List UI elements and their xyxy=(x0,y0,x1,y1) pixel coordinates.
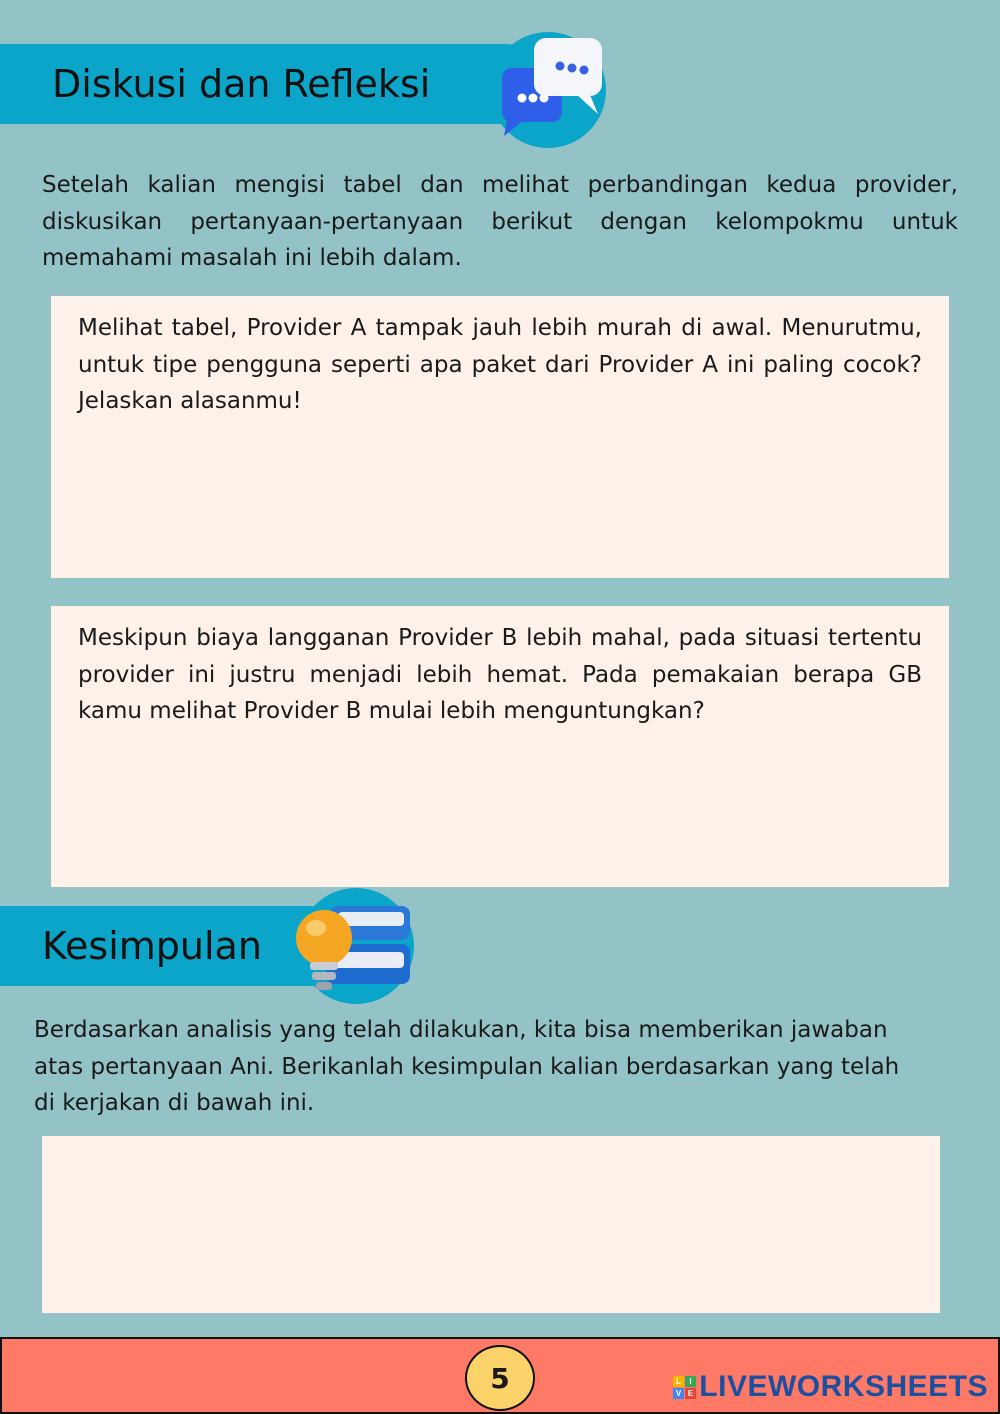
liveworksheets-logo-icon: L I V E xyxy=(673,1376,696,1399)
question-1-text: Melihat tabel, Provider A tampak jauh lebih murah di awal. Menurutmu, untuk tipe pengguna seperti apa paket dari Provider A ini paling cocok? Jelaskan alasanmu! xyxy=(78,315,922,414)
chat-bubbles-icon xyxy=(496,34,608,142)
page-number-badge xyxy=(465,1345,535,1411)
discussion-intro: Setelah kalian mengisi tabel dan melihat perbandingan kedua provider, diskusikan pertanyaan-pertanyaan berikut dengan kelompokmu untuk memahami masalah ini lebih dalam. xyxy=(42,172,958,271)
discussion-title: Diskusi dan Refleksi xyxy=(52,62,431,106)
lightbulb-books-icon xyxy=(290,900,416,1000)
conclusion-intro: Berdasarkan analisis yang telah dilakukan, kita bisa memberikan jawaban atas pertanyaan Ani. Berikanlah kesimpulan kalian berdasarkan yang telah di kerjakan di bawah ini. xyxy=(34,1017,900,1116)
answer-box-2[interactable] xyxy=(51,606,949,887)
liveworksheets-brand[interactable] xyxy=(673,1370,988,1404)
conclusion-title: Kesimpulan xyxy=(42,924,262,968)
conclusion-answer-box[interactable] xyxy=(42,1136,940,1313)
brand-name: LIVEWORKSHEETS xyxy=(699,1370,988,1403)
answer-box-1[interactable] xyxy=(51,296,949,578)
discussion-banner xyxy=(0,44,545,124)
page-number: 5 xyxy=(490,1361,510,1395)
question-2-text: Meskipun biaya langganan Provider B lebih mahal, pada situasi tertentu provider ini justru menjadi lebih hemat. Pada pemakaian berapa GB kamu melihat Provider B mulai lebih menguntungkan? xyxy=(78,625,922,724)
